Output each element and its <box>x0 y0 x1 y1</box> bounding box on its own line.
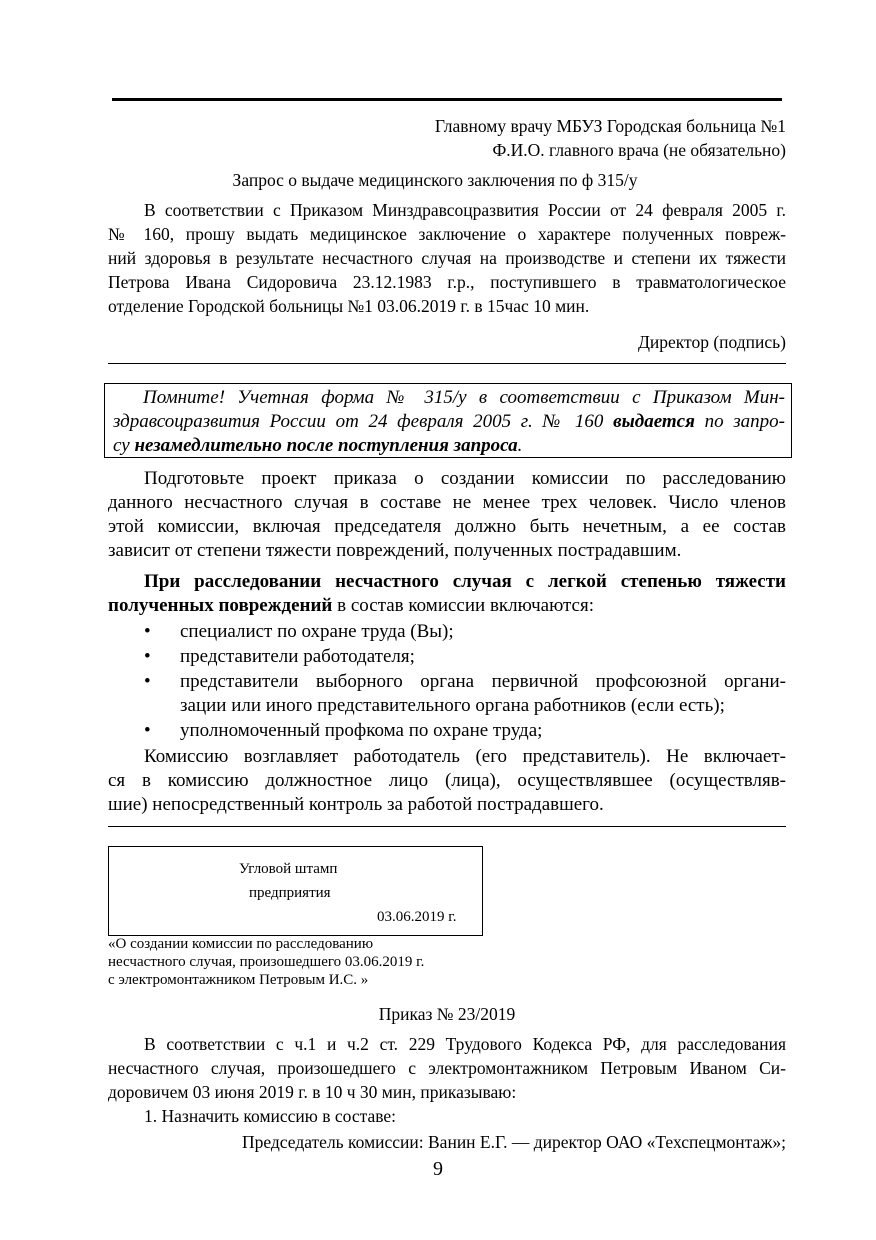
body-line: этой комиссии, включая председателя должно быть нечетным, а ее состав <box>108 516 786 537</box>
subject-line: с электромонтажником Петровым И.С. » <box>108 972 369 988</box>
top-rule <box>112 98 782 101</box>
order-chairman: Председатель комиссии: Ванин Е.Г. — директор ОАО «Техспецмонтаж»; <box>241 1132 786 1152</box>
subject-line: «О создании комиссии по расследованию <box>108 936 374 952</box>
remember-line-3: су незамедлительно после поступления запроса. <box>113 435 523 456</box>
section-rule <box>108 363 786 364</box>
request-line: № 160, прошу выдать медицинское заключение о характере полученных повреж- <box>108 224 786 244</box>
body-line: данного несчастного случая в составе не менее трех человек. Число членов <box>108 492 786 513</box>
remember-line-2: здравсоцразвития России от 24 февраля 2005 г. № 160 выдается по запро- <box>113 411 785 432</box>
body-line: шие) непосредственный контроль за работой пострадавшего. <box>108 794 604 815</box>
body-line: зависит от степени тяжести повреждений, полученных пострадавшим. <box>108 540 682 561</box>
stamp-date: 03.06.2019 г. <box>377 909 457 925</box>
order-line: несчастного случая, произошедшего с электромонтажником Петровым Иваном Си- <box>108 1058 786 1078</box>
order-line: В соответствии с ч.1 и ч.2 ст. 229 Трудового Кодекса РФ, для расследования <box>144 1034 786 1054</box>
addressee-line-2: Ф.И.О. главного врача (не обязательно) <box>492 140 786 160</box>
request-line: ний здоровья в результате несчастного случая на производстве и степени их тяжести <box>108 248 786 268</box>
request-line: В соответствии с Приказом Минздравсоцразвития России от 24 февраля 2005 г. <box>144 200 786 220</box>
addressee-line-1: Главному врачу МБУЗ Городская больница №1 <box>434 116 786 136</box>
corner-stamp-box <box>108 846 483 936</box>
order-title: Приказ № 23/2019 <box>378 1004 516 1024</box>
remember-box <box>104 383 792 458</box>
bullet-icon: • <box>144 720 151 741</box>
stamp-line-2: предприятия <box>249 885 331 901</box>
section-rule <box>108 826 786 827</box>
document-page: Главному врачу МБУЗ Городская больница №1 Ф.И.О. главного врача (не обязательно) Запрос о выдаче медицинского заключения по ф 315/у В соответствии с Приказом Минздравсоцразвития России от 24 февраля 2005 г. № 160, прошу выдать медицинское заключение о характере полученных повреж- ний здоровья в результате несчастного случая на производстве и степени их тяжести Петрова Ивана Сидоровича 23.12.1983 г.р., поступившего в травматологическое отделение Городской больницы №1 03.06.2019 г. в 15час 10 мин. Директор (подпись) Помните! Учетная форма № 315/у в соответствии с Приказом Мин- здравсоцразвития России от 24 февраля 2005 г. № 160 выдается по запро- су незамедлительно после поступления запроса. Подготовьте проект приказа о создании комиссии по расследованию данного несчастного случая в составе не менее трех человек. Число членов этой комиссии, включая председателя должно быть нечетным, а ее состав зависит от степени тяжести повреждений, полученных пострадавшим. При расследовании несчастного случая с легкой степенью тяжести полученных повреждений в состав комиссии включаются: • специалист по охране труда (Вы); • представители работодателя; • представители выборного органа первичной профсоюзной органи- зации или иного представительного органа работников (если есть); • уполномоченный профкома по охране труда; Комиссию возглавляет работодатель (его представитель). Не включает- ся в комиссию должностное лицо (лица), осуществлявшее (осуществляв- шие) непосредственный контроль за работой пострадавшего. Угловой штамп предприятия 03.06.2019 г. «О создании комиссии по расследованию несчастного случая, произошедшего 03.06.2019 г. с электромонтажником Петровым И.С. » Приказ № 23/2019 В соответствии с ч.1 и ч.2 ст. 229 Трудового Кодекса РФ, для расследования несчастного случая, произошедшего с электромонтажником Петровым Иваном Си- доровичем 03 июня 2019 г. в 10 ч 30 мин, приказываю: 1. Назначить комиссию в составе: Председатель комиссии: Ванин Е.Г. — директор ОАО «Техспецмонтаж»; 9 <box>0 0 876 1240</box>
request-title: Запрос о выдаче медицинского заключения по ф 315/у <box>232 170 638 190</box>
subject-line: несчастного случая, произошедшего 03.06.2019 г. <box>108 954 425 970</box>
remember-line-1: Помните! Учетная форма № 315/у в соответствии с Приказом Мин- <box>143 387 785 408</box>
body-bold-line: При расследовании несчастного случая с легкой степенью тяжести <box>144 571 786 592</box>
body-line: Подготовьте проект приказа о создании комиссии по расследованию <box>144 468 786 489</box>
order-line: доровичем 03 июня 2019 г. в 10 ч 30 мин, приказываю: <box>108 1082 517 1102</box>
request-line: отделение Городской больницы №1 03.06.2019 г. в 15час 10 мин. <box>108 296 590 316</box>
request-line: Петрова Ивана Сидоровича 23.12.1983 г.р., поступившего в травматологическое <box>108 272 786 292</box>
body-line: Комиссию возглавляет работодатель (его представитель). Не включает- <box>144 746 786 767</box>
bullet-icon: • <box>144 621 151 642</box>
body-line: ся в комиссию должностное лицо (лица), осуществлявшее (осуществляв- <box>108 770 786 791</box>
stamp-line-1: Угловой штамп <box>239 861 338 877</box>
body-line: полученных повреждений в состав комиссии включаются: <box>108 595 595 616</box>
bullet-icon: • <box>144 671 151 692</box>
signature-line: Директор (подпись) <box>637 332 786 352</box>
order-item: 1. Назначить комиссию в составе: <box>144 1106 397 1126</box>
page-number: 9 <box>433 1158 443 1180</box>
bullet-icon: • <box>144 646 151 667</box>
